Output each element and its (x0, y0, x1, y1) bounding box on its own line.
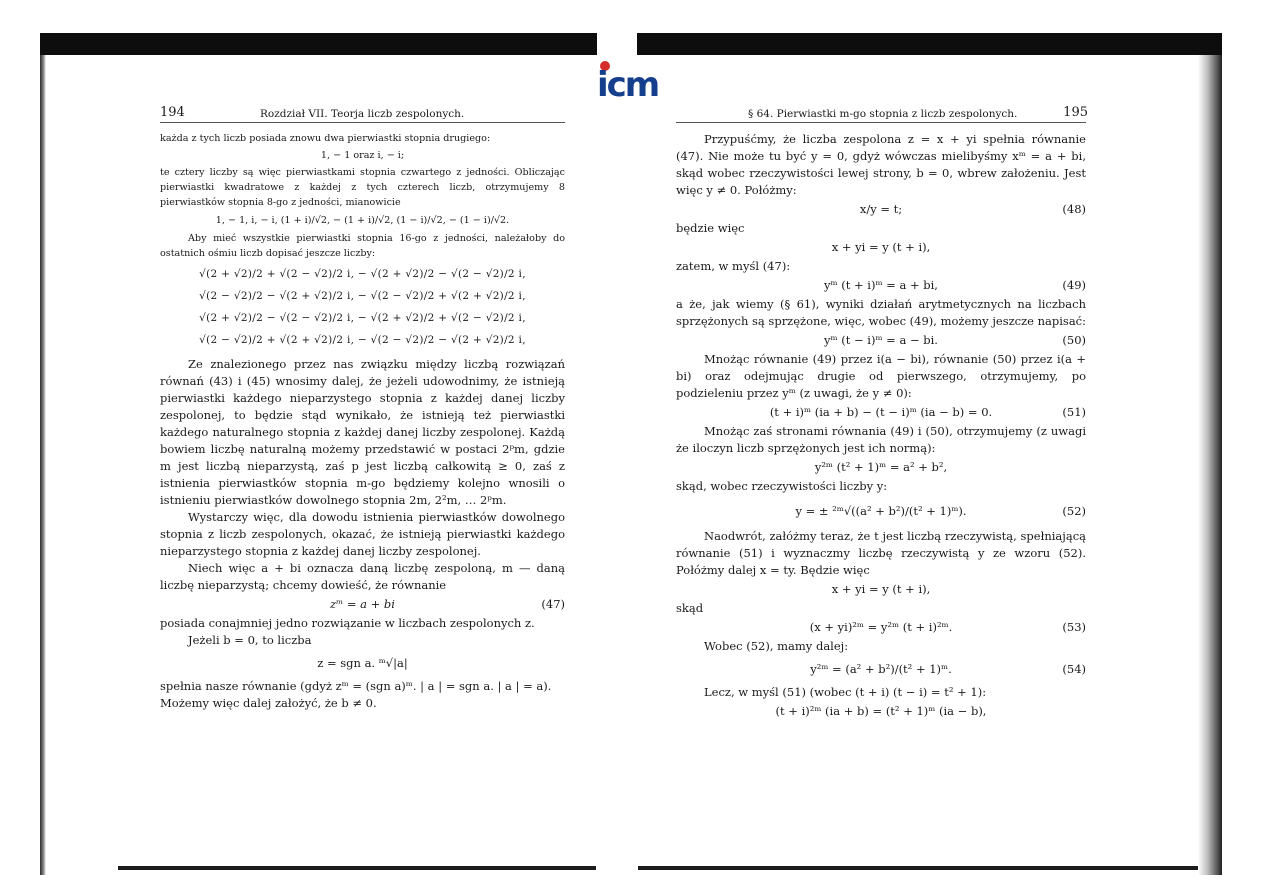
equation-tag: (48) (1062, 202, 1086, 216)
equation-52 (676, 503, 1086, 520)
roots-row: √(2 + √2)/2 + √(2 − √2)/2 i, − √(2 + √2)/2 − √(2 − √2)/2 i, (199, 268, 526, 280)
equation: 1, − 1, i, − i, (1 + i)/√2, − (1 + i)/√2, (1 − i)/√2, − (1 − i)/√2. (215, 215, 510, 226)
left-page-number: 194 (160, 105, 185, 120)
equation-text: zᵐ = a + bi (330, 597, 395, 611)
equation-text: (t + i)ᵐ (ia + b) − (t − i)ᵐ (ia − b) = 0. (769, 405, 993, 419)
paragraph: Wystarczy więc, dla dowodu istnienia pierwiastków dowolnego stopnia z liczb zespolonych, okazać, że istnieją pierwiastki każdego nieparzystego stopnia z każdej danej liczby zespolonej. (160, 510, 565, 558)
roots-row: √(2 − √2)/2 − √(2 + √2)/2 i, − √(2 − √2)/2 + √(2 + √2)/2 i, (199, 290, 526, 302)
equation: x + yi = y (t + i), (831, 240, 931, 254)
scan-edge-right (637, 33, 1222, 55)
bottom-edge-left (118, 866, 596, 870)
paragraph: Możemy więc dalej założyć, że b ≠ 0. (160, 696, 377, 710)
paragraph: Aby mieć wszystkie pierwiastki stopnia 16-go z jedności, należałoby do ostatnich ośmiu liczb dopisać jeszcze liczby: (160, 233, 565, 259)
paragraph: Jeżeli b = 0, to liczba (188, 633, 312, 647)
paragraph: Lecz, w myśl (51) (wobec (t + i) (t − i) = t² + 1): (704, 685, 987, 699)
paragraph: a że, jak wiemy (§ 61), wyniki działań arytmetycznych na liczbach sprzężonych są sprzężone, więc, wobec (49), możemy jeszcze napisać: (676, 297, 1087, 328)
equation-50 (676, 332, 1086, 349)
equation-text: y = ± ²ᵐ√((a² + b²)/(t² + 1)ᵐ). (795, 504, 967, 518)
equation-text: y²ᵐ = (a² + b²)/(t² + 1)ᵐ. (810, 662, 952, 676)
paragraph: spełnia nasze równanie (gdyż zᵐ = (sgn a)ᵐ. | a | = sgn a. | a | = a). (160, 679, 552, 693)
left-running-head (160, 100, 565, 123)
right-running-head (676, 100, 1086, 123)
paragraph: skąd, wobec rzeczywistości liczby y: (676, 479, 888, 493)
paragraph: posiada conajmniej jedno rozwiązanie w liczbach zespolonych z. (160, 616, 535, 630)
left-page (160, 100, 565, 712)
equation: y²ᵐ (t² + 1)ᵐ = a² + b², (814, 460, 948, 474)
paragraph: te cztery liczby są więc pierwiastkami stopnia czwartego z jedności. Obliczając pierwiastki kwadratowe z każdej z tych czterech liczb, otrzymujemy 8 pierwiastków stopnia 8-go z jedności, mianowicie (160, 167, 565, 208)
equation-text: yᵐ (t − i)ᵐ = a − bi. (824, 333, 938, 347)
equation-tag: (53) (1062, 620, 1086, 634)
scan-edge-left (40, 33, 597, 55)
paragraph: Mnożąc zaś stronami równania (49) i (50), otrzymujemy (z uwagi że iloczyn liczb sprzężonych jest ich normą): (676, 424, 1086, 455)
equation: x + yi = y (t + i), (831, 582, 931, 596)
equation-tag: (47) (541, 597, 565, 611)
paragraph: skąd (676, 601, 704, 615)
paragraph: Mnożąc równanie (49) przez i(a − bi), równanie (50) przez i(a + bi) oraz odejmując drugie od pierwszego, otrzymujemy, po podzieleniu przez yᵐ (z uwagi, że y ≠ 0): (676, 352, 1086, 400)
equation-54 (676, 661, 1086, 678)
book-edge-right (1198, 55, 1222, 875)
bottom-edge-right (638, 866, 1198, 870)
roots-list (160, 265, 565, 350)
paragraph: Przypuśćmy, że liczba zespolona z = x + yi spełnia równanie (47). Nie może tu być y = 0, gdyż wówczas mielibyśmy xᵐ = a + bi, skąd wobec rzeczywistości lewej strony, b = 0, wbrew założeniu. Jest więc y ≠ 0. Połóżmy: (676, 132, 1086, 197)
paragraph: każda z tych liczb posiada znowu dwa pierwiastki stopnia drugiego: (160, 133, 491, 144)
paragraph: zatem, w myśl (47): (676, 259, 791, 273)
right-page (676, 100, 1086, 722)
left-running-title: Rozdział VII. Teorja liczb zespolonych. (260, 108, 465, 120)
paragraph: Ze znalezionego przez nas związku między liczbą rozwiązań równań (43) i (45) wnosimy dalej, że jeżeli udowodnimy, że istnieją pierwiastki każdego nieparzystego stopnia z każdej danej liczby zespolonej, to będzie stąd wynikało, że istnieją też pierwiastki każdego naturalnego stopnia z każdej danej liczby zespolonej. Każdą bowiem liczbę naturalną możemy przedstawić w postaci 2ᵖm, gdzie m jest liczbą nieparzystą, zaś p jest liczbą całkowitą ≥ 0, zaś z istnienia pierwiastków stopnia m-go będziemy kolejno wnosili o istnieniu pierwiastków dowolnego stopnia 2m, 2²m, … 2ᵖm. (160, 357, 565, 507)
equation-text: yᵐ (t + i)ᵐ = a + bi, (824, 278, 938, 292)
equation-48 (676, 201, 1086, 218)
paragraph: Wobec (52), mamy dalej: (704, 639, 849, 653)
equation: z = sgn a. ᵐ√|a| (317, 656, 408, 670)
equation-51 (676, 404, 1086, 421)
paragraph: Niech więc a + bi oznacza daną liczbę zespoloną, m — daną liczbę nieparzystą; chcemy dowieść, że równanie (160, 561, 565, 592)
equation-text: (x + yi)²ᵐ = y²ᵐ (t + i)²ᵐ. (809, 620, 953, 634)
icm-logo (597, 58, 667, 105)
paragraph: będzie więc (676, 221, 745, 235)
right-running-title: § 64. Pierwiastki m-go stopnia z liczb zespolonych. (748, 108, 1018, 120)
equation: 1, − 1 oraz i, − i; (320, 150, 405, 161)
book-edge-left (40, 55, 46, 875)
equation-49 (676, 277, 1086, 294)
paragraph: Naodwrót, załóżmy teraz, że t jest liczbą rzeczywistą, spełniającą równanie (51) i wyznaczmy liczbę rzeczywistą y ze wzoru (52). Połóżmy dalej x = ty. Będzie więc (676, 529, 1086, 577)
equation-tag: (52) (1062, 504, 1086, 518)
right-page-number: 195 (1063, 105, 1088, 120)
equation-tag: (51) (1062, 405, 1086, 419)
roots-row: √(2 + √2)/2 − √(2 − √2)/2 i, − √(2 + √2)/2 + √(2 − √2)/2 i, (199, 312, 526, 324)
equation-tag: (49) (1062, 278, 1086, 292)
logo-text: icm (597, 65, 659, 105)
equation-tag: (54) (1062, 662, 1086, 676)
equation-tag: (50) (1062, 333, 1086, 347)
equation: (t + i)²ᵐ (ia + b) = (t² + 1)ᵐ (ia − b), (775, 704, 987, 718)
equation-53 (676, 619, 1086, 636)
roots-row: √(2 − √2)/2 + √(2 + √2)/2 i, − √(2 − √2)/2 − √(2 + √2)/2 i, (199, 334, 526, 346)
equation-text: x/y = t; (859, 202, 903, 216)
equation-47 (160, 596, 565, 613)
